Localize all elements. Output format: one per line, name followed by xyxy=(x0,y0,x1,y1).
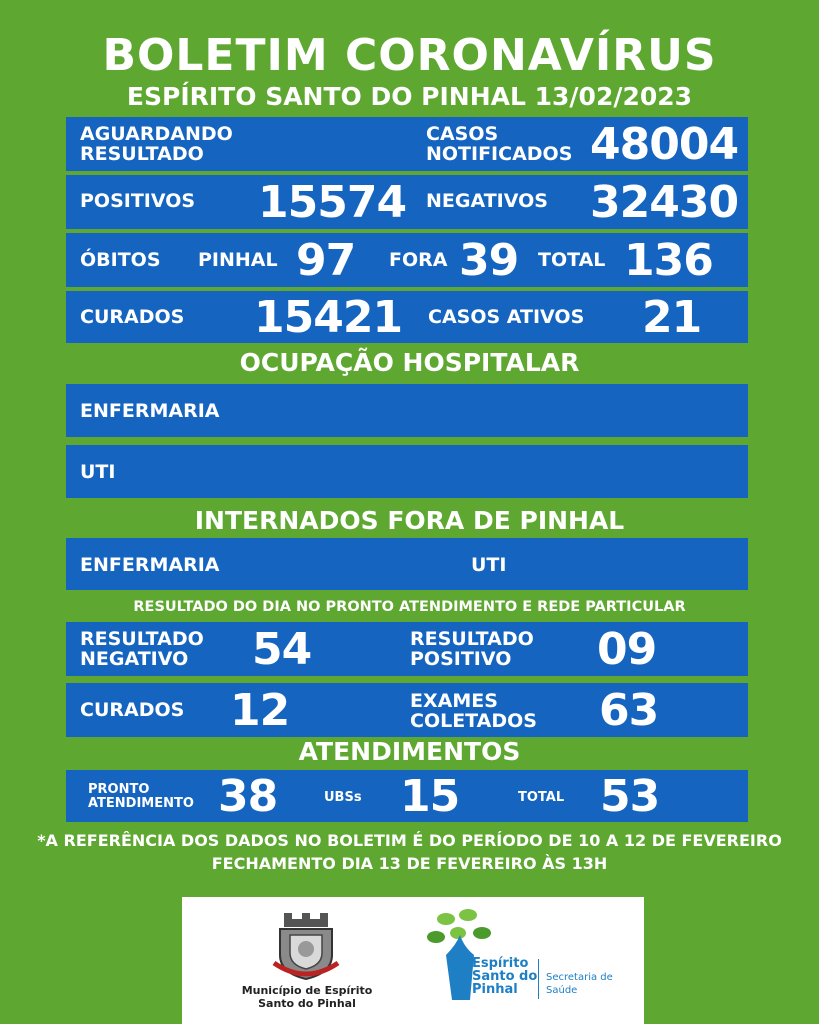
municipio-crest-icon xyxy=(270,911,342,981)
saude-brand-name: Espírito Santo do Pinhal xyxy=(472,956,538,997)
pronto-atendimento-value: 38 xyxy=(218,771,278,822)
atendimentos-title: ATENDIMENTOS xyxy=(298,737,521,766)
logos-panel xyxy=(182,897,644,1024)
obitos-pinhal-label: PINHAL xyxy=(198,249,278,271)
row-notificados xyxy=(66,117,748,171)
footnote-line-1: *A REFERÊNCIA DOS DADOS NO BOLETIM É DO PERÍODO DE 10 A 12 DE FEVEREIRO xyxy=(37,831,782,850)
casos-ativos-label: CASOS ATIVOS xyxy=(428,306,585,328)
resultado-curados-value: 12 xyxy=(230,685,290,736)
negativos-value: 32430 xyxy=(590,177,739,228)
footnote-line-2: FECHAMENTO DIA 13 DE FEVEREIRO ÀS 13H xyxy=(211,854,608,873)
resultado-curados-label: CURADOS xyxy=(80,699,185,721)
ocupacao-uti-label: UTI xyxy=(80,461,116,483)
row-obitos xyxy=(66,233,748,287)
ubs-label: UBSs xyxy=(324,790,362,805)
positivos-value: 15574 xyxy=(258,177,407,228)
ocupacao-uti-bar xyxy=(66,445,748,498)
negativos-label: NEGATIVOS xyxy=(426,190,548,212)
resultado-dia-title: RESULTADO DO DIA NO PRONTO ATENDIMENTO E REDE PARTICULAR xyxy=(133,599,686,615)
page-subtitle: ESPÍRITO SANTO DO PINHAL 13/02/2023 xyxy=(126,82,693,111)
exames-coletados-value: 63 xyxy=(599,685,659,736)
obitos-total-label: TOTAL xyxy=(538,249,606,271)
row-positivos xyxy=(66,175,748,229)
obitos-pinhal-value: 97 xyxy=(296,235,356,286)
positivos-label: POSITIVOS xyxy=(80,190,196,212)
internados-bar xyxy=(66,538,748,590)
obitos-total-value: 136 xyxy=(624,235,713,286)
resultado-positivo-label: RESULTADO POSITIVO xyxy=(410,628,534,670)
ubs-value: 15 xyxy=(400,771,460,822)
obitos-fora-value: 39 xyxy=(459,235,519,286)
casos-notificados-label: CASOS NOTIFICADOS xyxy=(426,123,573,165)
casos-ativos-value: 21 xyxy=(642,292,702,343)
curados-label: CURADOS xyxy=(80,306,185,328)
casos-notificados-value: 48004 xyxy=(590,119,739,170)
internados-uti-label: UTI xyxy=(471,554,507,576)
pronto-atendimento-label: PRONTO ATENDIMENTO xyxy=(88,782,194,811)
internados-title: INTERNADOS FORA DE PINHAL xyxy=(194,506,625,535)
atendimentos-bar xyxy=(66,770,748,822)
exames-coletados-label: EXAMES COLETADOS xyxy=(410,690,537,732)
atendimentos-total-label: TOTAL xyxy=(518,790,565,805)
ocupacao-enfermaria-bar xyxy=(66,384,748,437)
page-title: BOLETIM CORONAVÍRUS xyxy=(102,30,717,81)
ocupacao-title: OCUPAÇÃO HOSPITALAR xyxy=(239,348,580,377)
aguardando-label: AGUARDANDO RESULTADO xyxy=(80,123,233,165)
obitos-fora-label: FORA xyxy=(389,249,448,271)
curados-value: 15421 xyxy=(254,292,403,343)
resultado-negativo-value: 54 xyxy=(252,624,312,675)
row-curados xyxy=(66,291,748,343)
ocupacao-enfermaria-label: ENFERMARIA xyxy=(80,400,220,422)
resultado-row-2 xyxy=(66,683,748,737)
resultado-negativo-label: RESULTADO NEGATIVO xyxy=(80,628,204,670)
obitos-label: ÓBITOS xyxy=(80,249,161,271)
atendimentos-total-value: 53 xyxy=(600,771,660,822)
resultado-row-1 xyxy=(66,622,748,676)
saude-secretaria-label: Secretaria de Saúde xyxy=(546,972,613,996)
municipio-name: Município de Espírito Santo do Pinhal xyxy=(241,984,373,1010)
internados-enfermaria-label: ENFERMARIA xyxy=(80,554,220,576)
logo-divider xyxy=(538,959,539,999)
resultado-positivo-value: 09 xyxy=(597,624,657,675)
